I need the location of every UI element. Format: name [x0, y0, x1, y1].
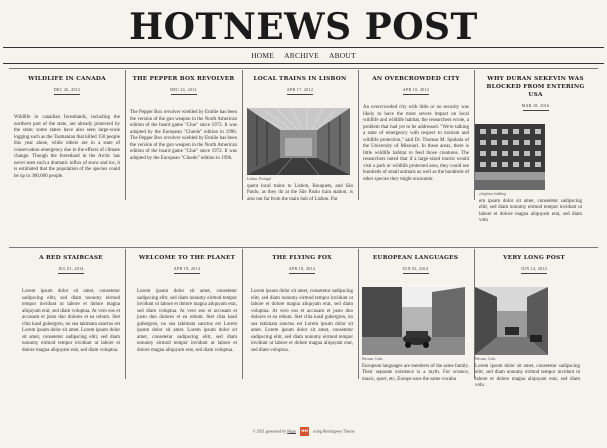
post-excerpt: em ipsum dolor sit amet, consetetur sadipscing elitr, sed diam nonumy eirmod tempor invidunt ut labore et dolore magna aliquyam erat, sed diam volu: [479, 198, 582, 224]
post-excerpt: An overcrowded city with little or no security was likely to have the most severe impact on local wildlife and wildlife habitat, the researchers wrote, a problem that had yet to be addressed. "We're talking a state of emergency with respect to tourism and wildlife protection," said Dr. Thomas M. Spuhala of the University of Missouri. In these areas, there is little wildlife habitat to feed those creatures. The researchers noted that if a large-sized tourist would visit a park or wildlife protected area, they could see hundreds of small animals as well as the hundreds of other species they might encounter.: [363, 105, 469, 183]
header-rule-bottom: [3, 63, 604, 64]
post-card: [363, 75, 469, 184]
post-image-train-station[interactable]: [247, 108, 350, 175]
post-card: [362, 254, 469, 383]
post-card: [479, 75, 592, 225]
post-title[interactable]: EUROPEAN LANGUAGES: [372, 255, 459, 261]
post-date: APR 10, 2012: [402, 87, 430, 92]
row-divider: [9, 247, 598, 248]
column-divider: [242, 70, 243, 200]
image-caption: a highrise building: [479, 191, 506, 196]
post-excerpt: Lorem ipsum dolor sit amet, consetetur sadipscing elitr, sed diam nonumy eirmod tempor invidunt ut labore et dolore magna aliquyam erat, sed diam voluptua. At vero eos et accusam et justo duo dolores et ea rebum. Stet clita kasd gubergren, no sea takimata sanctus est Lorem ipsum dolor sit amet. Lorem ipsum dolor sit amet, consetetur sadipscing elitr, sed diam nonumy eirmod tempor invidunt ut labore et dolore magna aliquyam erat, sed diam voluptua.: [22, 289, 120, 353]
date-underline: [523, 110, 549, 111]
post-card: [14, 75, 120, 180]
date-underline: [521, 273, 547, 274]
post-date: APR 17, 2012: [286, 87, 314, 92]
main-nav: [0, 51, 607, 60]
post-card: [130, 75, 237, 162]
site-footer: [0, 427, 607, 436]
date-underline: [174, 273, 200, 274]
footer-suffix[interactable]: using Hemingway Theme: [313, 428, 355, 434]
hemingway-logo-icon[interactable]: HM: [300, 427, 309, 436]
image-caption: Havana, Cuba: [362, 356, 383, 361]
post-image-highrise[interactable]: [475, 124, 545, 190]
post-card: [251, 254, 353, 354]
post-title[interactable]: VERY LONG POST: [503, 255, 565, 261]
column-divider: [358, 249, 359, 379]
post-image-havana-road[interactable]: [475, 287, 548, 355]
post-card: [475, 254, 593, 390]
post-excerpt: quent local trains to Lisbon, Bouquets, and São Paulo, as they do at the São Paulo train station, is also not far from the main hub of Lisbon. Par: [247, 183, 353, 202]
date-underline: [58, 273, 84, 274]
date-underline: [403, 94, 429, 95]
post-date: MAR 18, 2016: [521, 103, 550, 108]
column-divider: [125, 249, 126, 379]
post-excerpt: Lorem ipsum dolor sit amet, consetetur sadipscing elitr, sed diam nonumy eirmod tempor invidunt ut labore et dolore magna aliquyam erat, sed diam voluptua. At vero eos et accusam et justo duo dolores et ea rebum. Stet clita kasd gubergren, no sea takimata sanctus est Lorem ipsum dolor sit amet. Lorem ipsum dolor sit amet, consetetur sadipscing elitr, sed diam nonumy eirmod tempor invidunt ut labore et dolore magna aliquyam erat, sed diam voluptua.: [251, 289, 353, 353]
row-divider: [9, 68, 598, 69]
highrise-photo: [475, 124, 545, 190]
havana-street-photo: [362, 287, 465, 355]
havana-road-photo: [475, 287, 548, 355]
footer-hugo-link[interactable]: Hugo: [287, 428, 297, 434]
date-underline: [403, 273, 429, 274]
header-rule-top: [3, 47, 604, 48]
post-date: JUN 02, 2014: [402, 266, 429, 271]
post-title[interactable]: THE PEPPER BOX REVOLVER: [132, 76, 235, 82]
post-excerpt: Wildlife in canadian forestlands, including the northern part of the state, are already protected by the state; some states have also seen large-scale logging such as the Tasmanian that killed 150 people this year alone, while others are in a state of conservation emergency due to the effects of climate change. Though the forestland in the Arctic has never seen such a dramatic influx of snow and ice, it is estimated that the population of the species could be up to 300,000 people.: [14, 115, 120, 179]
post-card: [247, 75, 353, 203]
post-date: APR 18, 2014: [288, 266, 316, 271]
date-underline: [54, 94, 80, 95]
post-date: APR 19, 2014: [173, 266, 201, 271]
column-divider: [125, 70, 126, 200]
nav-item-about[interactable]: ABOUT: [328, 51, 356, 60]
post-excerpt: European languages are members of the same family. Their separate existence is a myth. For science, music, sport, etc, Europe uses the same vocabu: [362, 363, 469, 382]
post-image-havana-street[interactable]: [362, 287, 465, 355]
post-card: [137, 254, 237, 354]
post-date: DEC 26, 2012: [53, 87, 81, 92]
post-date: JUN 14, 2014: [521, 266, 547, 271]
site-title[interactable]: HOTNEWS POST: [129, 6, 478, 48]
date-underline: [289, 273, 315, 274]
train-station-photo: [247, 108, 350, 175]
date-underline: [287, 94, 313, 95]
post-title[interactable]: AN OVERCROWDED CITY: [372, 76, 460, 82]
column-divider: [358, 70, 359, 200]
post-card: [22, 254, 120, 354]
post-title[interactable]: LOCAL TRAINS IN LISBON: [253, 76, 347, 82]
nav-item-home[interactable]: HOME: [251, 51, 275, 60]
post-excerpt: The Pepper Box revolver wielded by Emilie has been the version of the gun weapon in the North American edition of the board game "Clue" since 1972. It was adopted by the European "Cluedo" edition in 1996. The Pepper Box revolver wielded by Emilie has been the version of the gun weapon in the North American edition of the board game "Clue" since 1972. It was adopted by the European "Cluedo" edition in 1996.: [130, 110, 237, 161]
post-date: JUL 01, 2014: [58, 266, 84, 271]
post-title[interactable]: WILDLIFE IN CANADA: [28, 76, 106, 82]
post-title[interactable]: THE FLYING FOX: [272, 255, 332, 261]
post-title[interactable]: WELCOME TO THE PLANET: [138, 255, 236, 261]
nav-item-archive[interactable]: ARCHIVE: [284, 51, 319, 60]
image-caption: Lisbon, Portugal: [247, 176, 271, 181]
column-divider: [242, 249, 243, 379]
post-title[interactable]: A RED STAIRCASE: [39, 255, 103, 261]
image-caption: Havana, Cuba: [475, 356, 496, 361]
date-underline: [171, 94, 197, 95]
post-excerpt: Lorem ipsum dolor sit amet, consetetur sadipscing elitr, sed diam nonumy eirmod tempor invidunt ut labore et dolore magna aliquyam erat, sed diam volu: [475, 363, 580, 389]
post-date: DEC 24, 2012: [170, 87, 197, 92]
footer-prefix: © 2021 generated by: [252, 428, 287, 434]
post-title[interactable]: WHY DURAN SEKEVIN WAS BLOCKED FROM ENTERING USA: [486, 76, 585, 98]
post-excerpt: Lorem ipsum dolor sit amet, consetetur sadipscing elitr, sed diam nonumy eirmod tempor invidunt ut labore et dolore magna aliquyam erat, sed diam voluptua. At vero eos et accusam et justo duo dolores et ea rebum. Stet clita kasd gubergren, no sea takimata sanctus est Lorem ipsum dolor sit amet. Lorem ipsum dolor sit amet, consetetur sadipscing elitr, sed diam nonumy eirmod tempor invidunt ut labore et dolore magna aliquyam erat, sed diam voluptua.: [137, 289, 237, 353]
